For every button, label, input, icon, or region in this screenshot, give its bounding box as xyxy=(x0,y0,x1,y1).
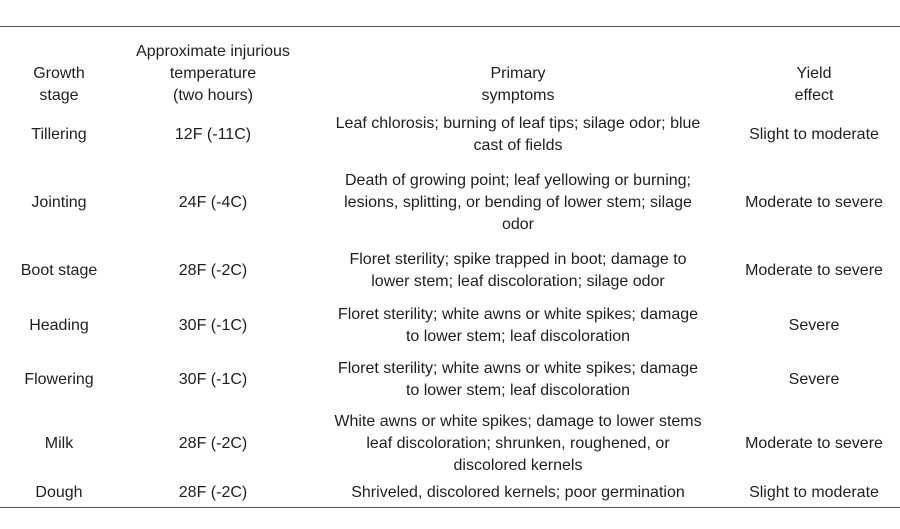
symptom-line: odor xyxy=(501,215,535,233)
cell-growth-stage: Dough xyxy=(0,480,118,508)
symptom-line: Floret sterility; spike trapped in boot; damage to xyxy=(349,251,687,268)
header-text: Growth xyxy=(33,64,85,82)
cell-growth-stage: Tillering xyxy=(31,125,87,143)
table-row xyxy=(0,408,900,480)
cell-yield-effect: Severe xyxy=(788,316,840,334)
cell-growth-stage: Jointing xyxy=(31,193,87,211)
symptom-line: to lower stem; leaf discoloration xyxy=(405,327,631,345)
header-growth-stage xyxy=(0,27,118,107)
table-row xyxy=(0,352,900,408)
symptom-line: lower stem; leaf discoloration; silage odor xyxy=(371,273,665,290)
header-text: symptoms xyxy=(481,86,555,104)
header-text: stage xyxy=(39,86,79,104)
symptom-line: Leaf chlorosis; burning of leaf tips; silage odor; blue xyxy=(335,114,701,132)
cell-temperature: 30F (-1C) xyxy=(178,370,248,388)
header-text: effect xyxy=(794,86,834,104)
cell-growth-stage: Flowering xyxy=(24,370,94,388)
header-primary-symptoms xyxy=(308,27,728,107)
cell-temperature: 30F (-1C) xyxy=(178,316,248,334)
cell-temperature: 28F (-2C) xyxy=(178,262,248,279)
symptom-line: Shriveled, discolored kernels; poor germination xyxy=(351,484,685,502)
table-row xyxy=(0,163,900,243)
cell-growth-stage: Heading xyxy=(29,316,89,334)
cell-temperature: 12F (-11C) xyxy=(174,125,252,143)
header-text: Primary xyxy=(490,64,546,82)
cell-symptoms xyxy=(308,243,728,300)
header-text: (two hours) xyxy=(172,86,254,104)
symptom-line: Floret sterility; white awns or white spikes; damage xyxy=(337,305,699,323)
cell-symptoms xyxy=(308,163,728,243)
cell-symptoms xyxy=(308,480,728,508)
symptom-line: White awns or white spikes; damage to lower stems xyxy=(334,412,702,430)
header-injurious-temperature xyxy=(118,27,308,107)
header-row xyxy=(0,27,900,107)
table-row xyxy=(0,107,900,163)
table-row xyxy=(0,243,900,300)
cell-yield-effect: Slight to moderate xyxy=(728,480,900,508)
symptom-line: discolored kernels xyxy=(453,456,583,474)
cell-yield-effect: Moderate to severe xyxy=(745,434,883,452)
cell-yield-effect: Slight to moderate xyxy=(749,125,879,143)
cell-temperature: 28F (-2C) xyxy=(178,434,248,452)
cell-growth-stage: Milk xyxy=(44,434,74,452)
header-yield-effect xyxy=(728,27,900,107)
symptom-line: Death of growing point; leaf yellowing or burning; xyxy=(345,171,691,189)
symptom-line: to lower stem; leaf discoloration xyxy=(405,381,631,399)
table-row xyxy=(0,480,900,508)
cell-symptoms xyxy=(308,107,728,163)
cell-symptoms xyxy=(308,300,728,352)
table-header xyxy=(0,27,900,107)
cell-yield-effect: Moderate to severe xyxy=(745,262,883,279)
table-row xyxy=(0,300,900,352)
freeze-injury-table xyxy=(0,26,900,508)
cell-temperature: 24F (-4C) xyxy=(178,193,248,211)
cell-temperature: 28F (-2C) xyxy=(118,480,308,508)
symptom-line: Floret sterility; white awns or white spikes; damage xyxy=(337,359,699,377)
cell-yield-effect: Severe xyxy=(788,370,840,388)
header-text: temperature xyxy=(169,64,257,82)
symptom-line: leaf discoloration; shrunken, roughened, or xyxy=(366,434,670,452)
header-text: Approximate injurious xyxy=(136,42,290,60)
cell-symptoms xyxy=(308,352,728,408)
cell-growth-stage: Boot stage xyxy=(20,262,98,279)
table-body xyxy=(0,107,900,508)
cell-symptoms xyxy=(308,408,728,480)
symptom-line: cast of fields xyxy=(473,136,563,154)
symptom-line: lesions, splitting, or bending of lower stem; silage xyxy=(344,193,692,211)
cell-yield-effect: Moderate to severe xyxy=(745,193,883,211)
header-text: Yield xyxy=(796,64,832,82)
